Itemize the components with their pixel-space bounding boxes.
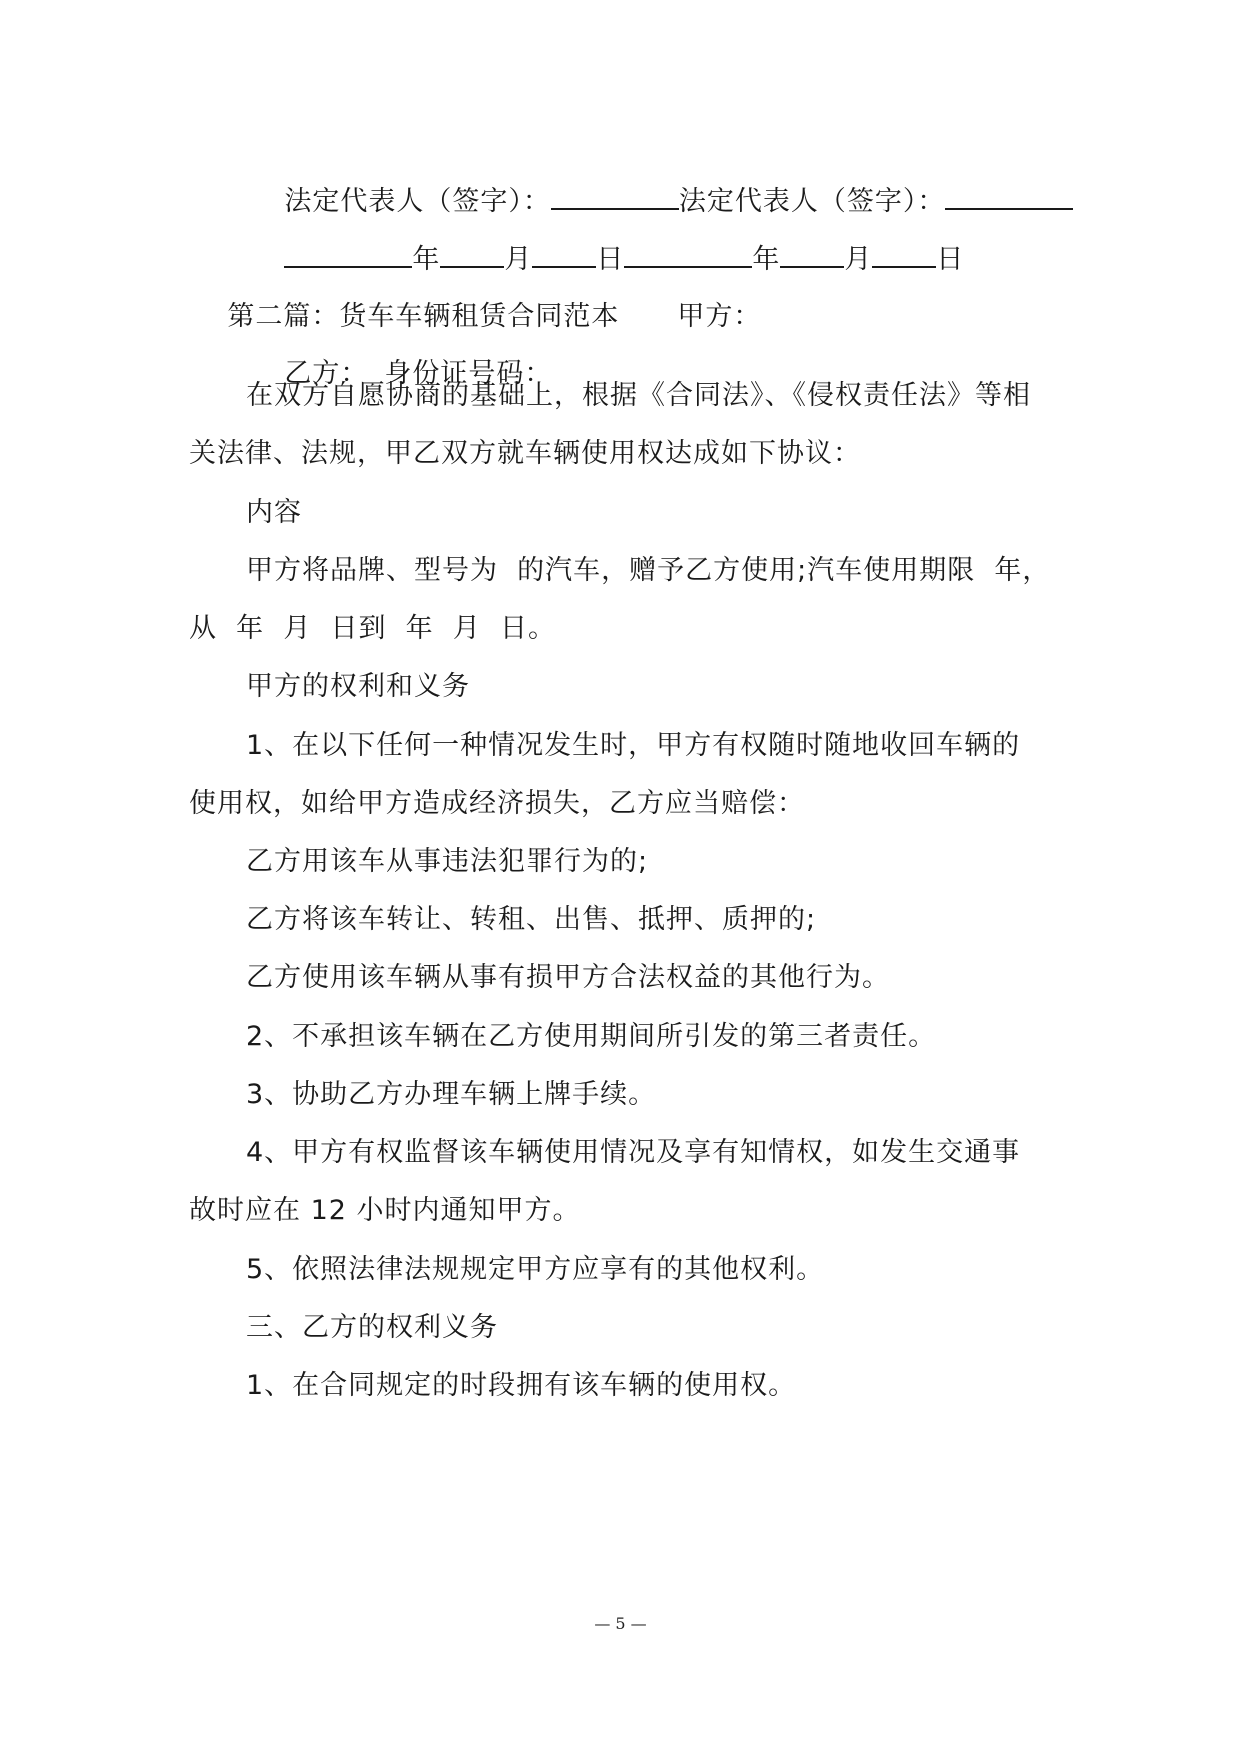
month-label-b: 月 bbox=[844, 244, 873, 275]
clause-line: 故时应在 12 小时内通知甲方。 bbox=[189, 1195, 581, 1226]
page-number: — 5 — bbox=[594, 1614, 647, 1633]
content-heading: 内容 bbox=[246, 497, 302, 528]
signature-label-a: 法定代表人（签字）： bbox=[284, 186, 551, 217]
year-label-b: 年 bbox=[752, 244, 781, 275]
day-blank-b[interactable] bbox=[872, 240, 936, 268]
clause-line: 4、甲方有权监督该车辆使用情况及享有知情权，如发生交通事 bbox=[246, 1137, 1021, 1168]
id-number-label: 身份证号码： bbox=[384, 358, 553, 389]
sub-clause-line: 乙方使用该车辆从事有损甲方合法权益的其他行为。 bbox=[246, 962, 890, 993]
day-label-a: 日 bbox=[596, 244, 625, 275]
clause-line: 2、不承担该车辆在乙方使用期间所引发的第三者责任。 bbox=[246, 1021, 937, 1052]
year-label-a: 年 bbox=[412, 244, 441, 275]
party-a-rights-heading: 甲方的权利和义务 bbox=[246, 671, 470, 702]
paragraph-line: 从 年 月 日到 年 月 日。 bbox=[189, 613, 556, 644]
signature-blank-b[interactable] bbox=[945, 182, 1073, 210]
section-title: 第二篇：货车车辆租赁合同范本 bbox=[227, 301, 620, 332]
paragraph-line: 关法律、法规，甲乙双方就车辆使用权达成如下协议： bbox=[189, 438, 861, 469]
sub-clause-line: 乙方用该车从事违法犯罪行为的; bbox=[246, 846, 649, 877]
clause-line: 5、依照法律法规规定甲方应享有的其他权利。 bbox=[246, 1254, 825, 1285]
party-b-label: 乙方： bbox=[284, 358, 369, 389]
sub-clause-line: 乙方将该车转让、转租、出售、抵押、质押的; bbox=[246, 904, 817, 935]
party-b-rights-heading: 三、乙方的权利义务 bbox=[246, 1312, 498, 1343]
month-blank-b[interactable] bbox=[780, 240, 844, 268]
signature-label-b: 法定代表人（签字）： bbox=[678, 186, 946, 217]
clause-line: 1、在合同规定的时段拥有该车辆的使用权。 bbox=[246, 1370, 797, 1401]
paragraph-line: 在双方自愿协商的基础上，根据《合同法》、《侵权责任法》等相 bbox=[246, 380, 1031, 411]
paragraph-line: 甲方将品牌、型号为 的汽车，赠予乙方使用;汽车使用期限 年， bbox=[246, 555, 1051, 586]
month-label-a: 月 bbox=[504, 244, 533, 275]
clause-line: 1、在以下任何一种情况发生时，甲方有权随时随地收回车辆的 bbox=[246, 730, 1021, 761]
day-label-b: 日 bbox=[936, 244, 965, 275]
party-a-label: 甲方： bbox=[677, 301, 762, 332]
clause-line: 3、协助乙方办理车辆上牌手续。 bbox=[246, 1079, 657, 1110]
clause-line: 使用权，如给甲方造成经济损失，乙方应当赔偿： bbox=[189, 788, 805, 819]
